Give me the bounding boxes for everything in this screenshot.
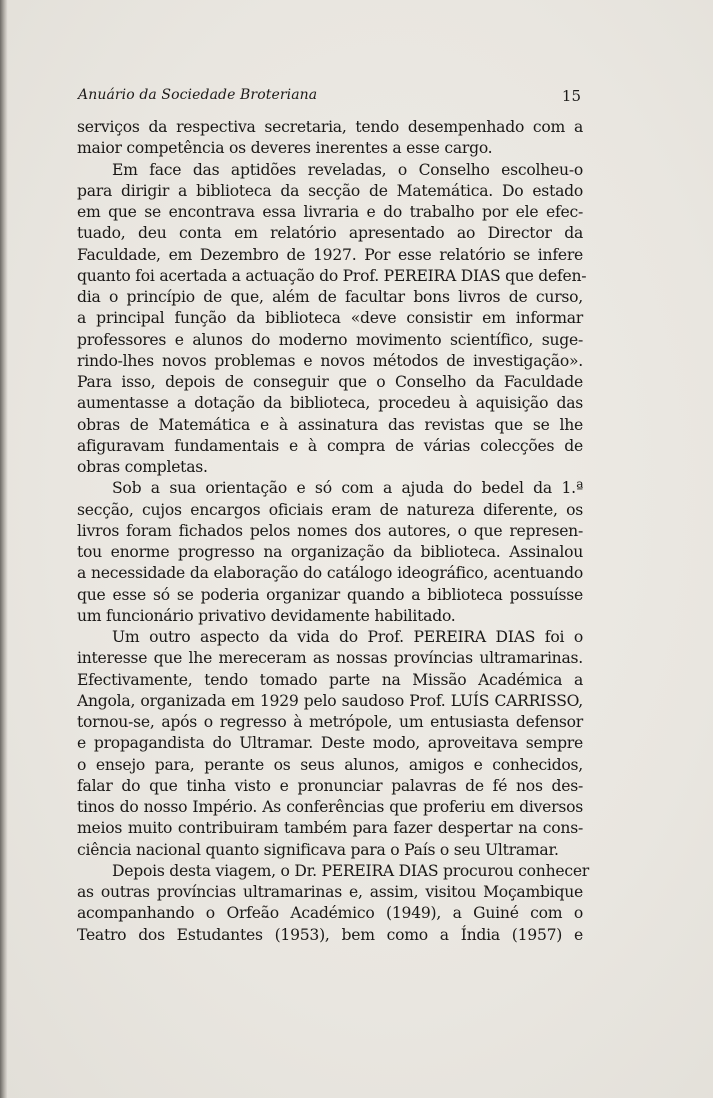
text-line: o ensejo para, perante os seus alunos, amigos e conhecidos,: [77, 755, 583, 774]
text-line: tornou-se, após o regresso à metrópole, um entusiasta defensor: [77, 713, 583, 731]
text-line: Teatro dos Estudantes (1953), bem como a Índia (1957) e: [77, 925, 583, 944]
text-line: tuado, deu conta em relatório apresentado ao Director da: [77, 224, 583, 243]
text-line: Para isso, depois de conseguir que o Conselho da Faculdade: [77, 373, 583, 391]
text-line: obras de Matemática e à assinatura das revistas que se lhe: [77, 415, 583, 434]
text-line: Faculdade, em Dezembro de 1927. Por esse relatório se infere: [77, 245, 583, 264]
page-number: 15: [561, 87, 581, 105]
paragraph-first-line: Um outro aspecto da vida do Prof. PEREIRA DIAS foi o: [112, 628, 583, 646]
text-line: em que se encontrava essa livraria e do trabalho por ele efec-: [77, 203, 583, 221]
running-title: Anuário da Sociedade Broteriana: [78, 87, 318, 103]
running-head: [78, 87, 581, 109]
text-line: Angola, organizada em 1929 pelo saudoso Prof. LUÍS CARRISSO,: [77, 691, 583, 710]
text-line: livros foram fichados pelos nomes dos autores, o que represen-: [77, 521, 583, 540]
text-line: aumentasse a dotação da biblioteca, procedeu à aquisição das: [77, 394, 583, 413]
text-line: quanto foi acertada a actuação do Prof. PEREIRA DIAS que defen-: [77, 266, 587, 285]
text-line: ciência nacional quanto significava para o País o seu Ultramar.: [77, 840, 559, 859]
text-line: falar do que tinha visto e pronunciar palavras de fé nos des-: [77, 776, 583, 795]
text-line: meios muito contribuiram também para fazer despertar na cons-: [77, 819, 583, 838]
text-line: afiguravam fundamentais e à compra de várias colecções de: [77, 436, 583, 455]
text-line: a principal função da biblioteca «deve consistir em informar: [77, 309, 583, 328]
text-line: tinos do nosso Império. As conferências que proferiu em diversos: [77, 798, 583, 816]
text-line: dia o princípio de que, além de facultar bons livros de curso,: [77, 288, 583, 306]
text-line: que esse só se poderia organizar quando a biblioteca possuísse: [77, 585, 583, 604]
text-line: para dirigir a biblioteca da secção de Matemática. Do estado: [77, 181, 583, 200]
text-line: professores e alunos do moderno movimento scientífico, suge-: [77, 330, 583, 349]
text-line: tou enorme progresso na organização da biblioteca. Assinalou: [77, 543, 583, 561]
text-line: acompanhando o Orfeão Académico (1949), a Guiné com o: [77, 904, 583, 923]
text-line: maior competência os deveres inerentes a esse cargo.: [77, 139, 493, 158]
text-line: serviços da respectiva secretaria, tendo desempenhado com a: [77, 118, 583, 136]
text-line: Efectivamente, tendo tomado parte na Missão Académica a: [77, 670, 583, 689]
text-line: rindo-lhes novos problemas e novos métodos de investigação».: [77, 351, 583, 370]
text-line: as outras províncias ultramarinas e, assim, visitou Moçambique: [77, 883, 583, 901]
paragraph-first-line: Sob a sua orientação e só com a ajuda do bedel da 1.ª: [112, 479, 583, 498]
body-text: [77, 117, 590, 946]
paragraph-first-line: Depois desta viagem, o Dr. PEREIRA DIAS procurou conhecer: [112, 861, 590, 880]
text-line: um funcionário privativo devidamente habilitado.: [77, 606, 456, 625]
paragraph-first-line: Em face das aptidões reveladas, o Conselho escolheu-o: [112, 160, 583, 179]
text-line: e propagandista do Ultramar. Deste modo, aproveitava sempre: [77, 734, 583, 753]
text-line: interesse que lhe mereceram as nossas províncias ultramarinas.: [77, 649, 583, 668]
text-line: obras completas.: [77, 458, 208, 476]
text-line: a necessidade da elaboração do catálogo ideográfico, acentuando: [77, 564, 583, 583]
scan-shadow-edge: [0, 0, 8, 1098]
text-line: secção, cujos encargos oficiais eram de natureza diferente, os: [77, 500, 583, 519]
